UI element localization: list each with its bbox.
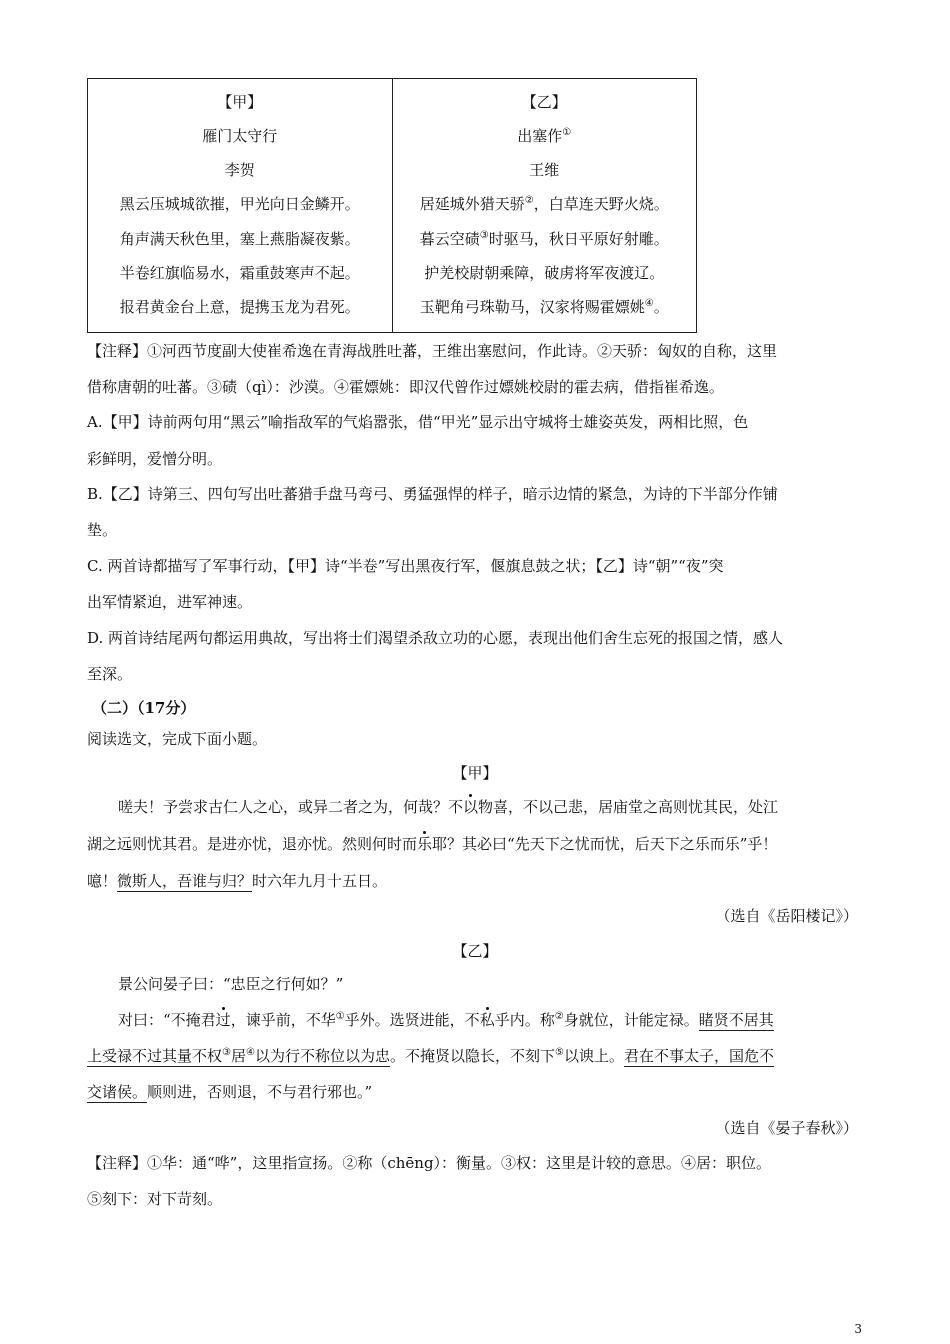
option-c-cont: 出军情紧迫，进军神速。 — [87, 593, 253, 611]
footnote-marker: ① — [335, 1011, 345, 1022]
section-instruction: 阅读选文，完成下面小题。 — [87, 730, 268, 748]
poem-notes-line: 借称唐朝的吐蕃。③碛（qì）：沙漠。④霍嫖姚：即汉代曾作过嫖姚校尉的霍去病，借指崔希逸。 — [87, 378, 724, 396]
poem-jia-title: 雁门太守行 — [202, 127, 278, 145]
poem-yi-author: 王维 — [529, 161, 560, 179]
poem-jia-label: 【甲】 — [217, 93, 263, 111]
footnote-marker: ⑤ — [555, 1047, 564, 1058]
underlined-sentence: 君在不事太子，国危不 — [623, 1047, 774, 1065]
passage-yi-line: 景公问晏子曰：“忠臣之行何如？” — [118, 975, 344, 993]
passage-jia-line: 噫！微斯人，吾谁与归？时六年九月十五日。 — [87, 872, 388, 890]
passage-yi-line: 交诸侯。顺则进，否则退，不与君行邪也。” — [87, 1083, 373, 1101]
underlined-sentence: 交诸侯。 — [87, 1083, 148, 1101]
option-b: B.【乙】诗第三、四句写出吐蕃猎手盘马弯弓、勇猛强悍的样子，暗示边情的紧急，为诗的下半部分作铺 — [87, 485, 778, 503]
emphasis-char: 以 — [463, 798, 479, 816]
option-a-cont: 彩鲜明，爱憎分明。 — [87, 450, 223, 468]
passage-jia-label: 【甲】 — [452, 764, 498, 782]
poem-yi-column — [392, 79, 697, 332]
poem-jia-line: 报君黄金台上意，提携玉龙为君死。 — [119, 298, 360, 316]
poem-jia-column — [88, 79, 392, 332]
passage-jia-line: 湖之远则忧其君。是进亦忧，退亦忧。然则何时而乐耶？其必曰“先天下之忧而忧，后天下之乐而乐”乎！ — [87, 835, 778, 853]
passage-yi-line: 对曰：“不掩君过，谏乎前，不华①乎外。选贤进能，不私乎内。称②身就位，计能定禄。睹贤不居其 — [118, 1011, 774, 1029]
option-b-cont: 垫。 — [87, 521, 118, 539]
section-heading: （二）（17分） — [92, 699, 196, 717]
passage-yi-label: 【乙】 — [452, 942, 498, 960]
footnote-marker: ① — [562, 127, 572, 138]
poem-jia-line: 黑云压城城欲摧，甲光向日金鳞开。 — [119, 195, 360, 213]
passage-yi-source: （选自《晏子春秋》） — [715, 1119, 858, 1137]
poem-jia-line: 角声满天秋色里，塞上燕脂凝夜紫。 — [119, 230, 360, 248]
footnote-marker: ③ — [222, 1047, 231, 1058]
poem-yi-label: 【乙】 — [521, 93, 567, 111]
poem-yi-line: 暮云空碛③时驱马，秋日平原好射雕。 — [419, 230, 669, 248]
footnote-marker: ② — [524, 195, 534, 206]
emphasis-char: 私 — [479, 1011, 495, 1029]
passage-notes-line: ⑤刻下：对下苛刻。 — [87, 1190, 223, 1208]
option-a: A.【甲】诗前两句用“黑云”喻指敌军的气焰嚣张，借“甲光”显示出守城将士雄姿英发，两相比照，色 — [87, 413, 749, 431]
page-number: 3 — [854, 1322, 862, 1336]
poem-jia-author: 李贺 — [224, 161, 255, 179]
poem-jia-line: 半卷红旗临易水，霜重鼓寒声不起。 — [119, 264, 360, 282]
passage-notes-line: 【注释】①华：通“哗”，这里指宣扬。②称（chēng）：衡量。③权：这里是计较的意思。④居：职位。 — [87, 1154, 772, 1172]
option-d-cont: 至深。 — [87, 665, 133, 683]
passage-yi-line: 上受禄不过其量不权③居④以为行不称位以为忠。不掩贤以隐长，不刻下⑤以谀上。君在不事太子，国危不 — [87, 1047, 774, 1065]
footnote-marker: ② — [554, 1011, 564, 1022]
poem-comparison-table — [87, 78, 697, 333]
passage-jia-line: 嗟夫！予尝求古仁人之心，或异二者之为，何哉？不以物喜，不以己悲，居庙堂之高则忧其民，处江 — [118, 798, 779, 816]
emphasis-char: 过 — [215, 1011, 231, 1029]
poem-yi-line: 居延城外猎天骄②，白草连天野火烧。 — [419, 195, 669, 213]
underlined-sentence: 睹贤不居其 — [698, 1011, 774, 1029]
passage-jia-source: （选自《岳阳楼记》） — [715, 907, 858, 925]
underlined-sentence: 上受禄不过其量不权③居④以为行不称位以为忠 — [87, 1047, 390, 1065]
poem-yi-title: 出塞作① — [517, 127, 572, 145]
footnote-marker: ④ — [246, 1047, 255, 1058]
emphasis-char: 乐 — [417, 835, 433, 853]
footnote-marker: ③ — [479, 230, 489, 241]
poem-yi-line: 护羌校尉朝乘障，破虏将军夜渡辽。 — [424, 264, 665, 282]
option-c: C. 两首诗都描写了军事行动，【甲】诗“半卷”写出黑夜行军，偃旗息鼓之状；【乙】诗“朝”“夜”突 — [87, 557, 724, 575]
underlined-sentence: 微斯人，吾谁与归？ — [117, 872, 253, 890]
option-d: D. 两首诗结尾两句都运用典故，写出将士们渴望杀敌立功的心愿，表现出他们舍生忘死的报国之情，感人 — [87, 629, 784, 647]
poem-notes-line: 【注释】①河西节度副大使崔希逸在青海战胜吐蕃，王维出塞慰问，作此诗。②天骄：匈奴的自称，这里 — [87, 342, 778, 360]
poem-yi-line: 玉靶角弓珠勒马，汉家将赐霍嫖姚④。 — [419, 298, 669, 316]
footnote-marker: ④ — [644, 298, 654, 309]
